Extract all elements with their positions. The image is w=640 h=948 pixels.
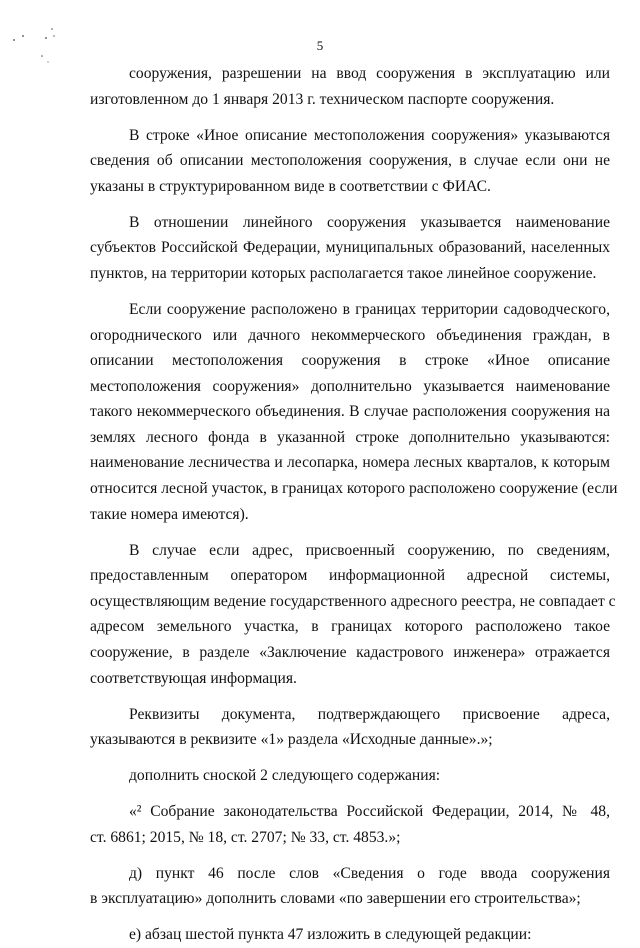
- text-line: сооружение, в разделе «Заключение кадастрового инженера» отражается: [90, 644, 610, 662]
- paragraph: [90, 123, 610, 200]
- text-line: указаны в структурированном виде в соответствии с ФИАС.: [90, 177, 491, 195]
- text-line: субъектов Российской Федерации, муниципальных образований, населенных: [90, 239, 610, 257]
- paragraph: [90, 61, 610, 112]
- text-line: землях лесного фонда в указанной строке дополнительно указываются:: [90, 428, 610, 446]
- text-line: соответствующая информация.: [90, 669, 297, 687]
- text-line: В случае если адрес, присвоенный сооружению, по сведениям,: [129, 541, 610, 559]
- text-line: такого некоммерческого объединения. В случае расположения сооружения на: [90, 403, 610, 421]
- text-line: В строке «Иное описание местоположения сооружения» указываются: [129, 126, 610, 144]
- text-line: осуществляющим ведение государственного адресного реестра, не совпадает с: [90, 592, 616, 610]
- text-line: Если сооружение расположено в границах территории садоводческого,: [129, 300, 610, 318]
- paragraph: [90, 861, 610, 912]
- paragraph: [90, 922, 610, 948]
- paragraph-gap: [90, 691, 610, 701]
- text-line: В отношении линейного сооружения указывается наименование: [129, 213, 610, 231]
- paragraph-gap: [90, 753, 610, 763]
- text-line: указываются в реквизите «1» раздела «Исходные данные».»;: [90, 731, 493, 749]
- paragraph: [90, 799, 610, 850]
- paragraph-gap: [90, 287, 610, 297]
- text-line: огороднического или дачного некоммерческого объединения граждан, в: [90, 326, 610, 344]
- paragraph: [90, 763, 610, 789]
- paragraph-gap: [90, 527, 610, 537]
- text-line: ст. 6861; 2015, № 18, ст. 2707; № 33, ст. 4853.»;: [90, 828, 401, 846]
- text-line: сведения об описании местоположения сооружения, в случае если они не: [90, 152, 610, 170]
- text-line: наименование лесничества и лесопарка, номера лесных кварталов, к которым: [90, 454, 610, 472]
- paragraph: [90, 297, 618, 527]
- paragraph-gap: [90, 850, 610, 860]
- text-line: е) абзац шестой пункта 47 изложить в следующей редакции:: [129, 926, 532, 944]
- text-line: дополнить сноской 2 следующего содержания:: [129, 767, 441, 785]
- text-line: Реквизиты документа, подтверждающего присвоение адреса,: [129, 705, 610, 723]
- text-line: «² Собрание законодательства Российской Федерации, 2014, № 48,: [129, 803, 610, 821]
- paragraph: [90, 210, 610, 287]
- paragraph: [90, 702, 610, 753]
- text-line: местоположения сооружения» дополнительно указывается наименование: [90, 377, 610, 395]
- text-line: предоставленным оператором информационной адресной системы,: [90, 567, 610, 585]
- text-line: изготовленном до 1 января 2013 г. техническом паспорте сооружения.: [90, 90, 555, 108]
- paragraph-gap: [90, 199, 610, 209]
- paragraph-gap: [90, 112, 610, 122]
- text-line: относится лесной участок, в границах которого расположено сооружение (если: [90, 480, 618, 498]
- text-line: пунктов, на территории которых располагается такое линейное сооружение.: [90, 264, 597, 282]
- text-line: сооружения, разрешении на ввод сооружения в эксплуатацию или: [129, 65, 610, 82]
- paragraph-gap: [90, 789, 610, 799]
- paragraph: [90, 538, 616, 692]
- text-line: адресом земельного участка, в границах которого расположено такое: [90, 618, 610, 636]
- page-number: 5: [316, 38, 324, 53]
- text-line: такие номера имеются).: [90, 505, 249, 523]
- text-line: в эксплуатацию» дополнить словами «по завершении его строительства»;: [90, 890, 581, 908]
- text-line: описании местоположения сооружения в строке «Иное описание: [90, 352, 610, 370]
- paragraph-gap: [90, 912, 610, 922]
- text-line: д) пункт 46 после слов «Сведения о годе ввода сооружения: [129, 864, 610, 882]
- document-body: [90, 61, 618, 948]
